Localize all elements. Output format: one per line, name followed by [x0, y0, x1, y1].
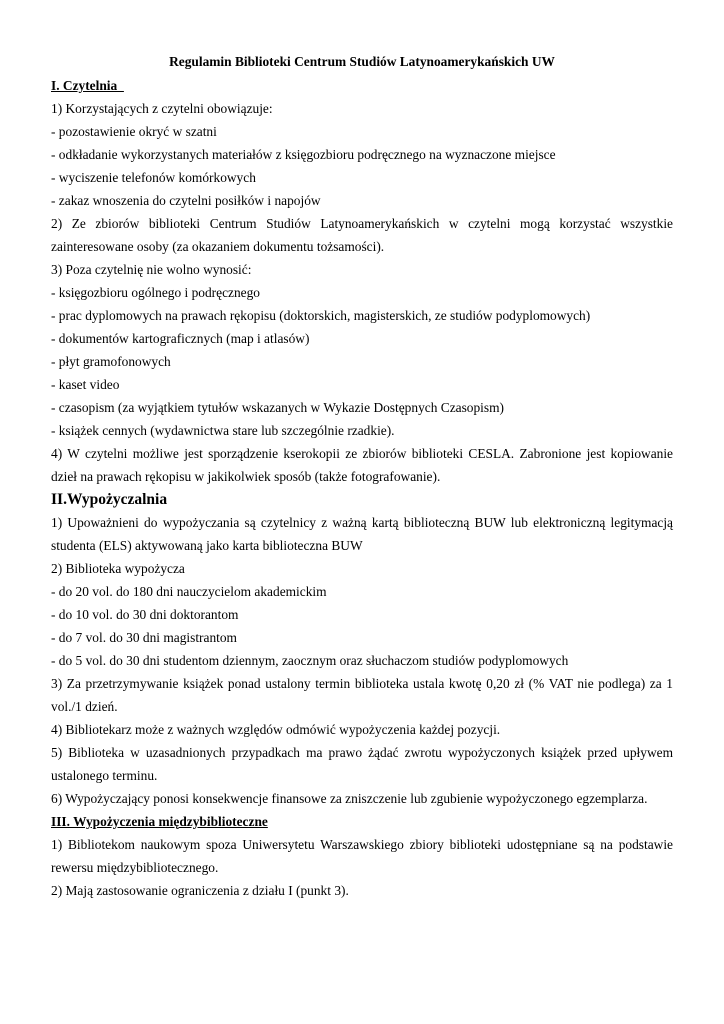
list-item: - płyt gramofonowych: [51, 354, 171, 369]
list-item: - odkładanie wykorzystanych materiałów z księgozbioru podręcznego na wyznaczone miejsce: [51, 147, 556, 162]
document-page: [51, 50, 673, 902]
list-item: - do 7 vol. do 30 dni magistrantom: [51, 630, 237, 645]
paragraph: 4) W czytelni możliwe jest sporządzenie kserokopii ze zbiorów biblioteki CESLA. Zabronione jest kopiowanie dzieł na prawach rękopisu w jakikolwiek sposób (także fotografowanie).: [51, 446, 673, 484]
section-heading-czytelnia: I. Czytelnia: [51, 78, 124, 93]
paragraph: 5) Biblioteka w uzasadnionych przypadkach ma prawo żądać zwrotu wypożyczonych książek przed upływem ustalonego terminu.: [51, 745, 673, 783]
paragraph: 2) Biblioteka wypożycza: [51, 561, 185, 576]
paragraph: 3) Za przetrzymywanie książek ponad ustalony termin biblioteka ustala kwotę 0,20 zł (% VAT nie podlega) za 1 vol./1 dzień.: [51, 676, 673, 714]
paragraph: 6) Wypożyczający ponosi konsekwencje finansowe za zniszczenie lub zgubienie wypożyczonego egzemplarza.: [51, 791, 648, 806]
list-item: - dokumentów kartograficznych (map i atlasów): [51, 331, 310, 346]
list-item: - książek cennych (wydawnictwa stare lub szczególnie rzadkie).: [51, 423, 395, 438]
list-item: - pozostawienie okryć w szatni: [51, 124, 217, 139]
list-item: - kaset video: [51, 377, 120, 392]
paragraph: 4) Bibliotekarz może z ważnych względów odmówić wypożyczenia każdej pozycji.: [51, 722, 501, 737]
list-item: - prac dyplomowych na prawach rękopisu (doktorskich, magisterskich, ze studiów podyplomowych): [51, 308, 591, 323]
paragraph: 1) Korzystających z czytelni obowiązuje:: [51, 101, 273, 116]
paragraph: 1) Upoważnieni do wypożyczania są czytelnicy z ważną kartą biblioteczną BUW lub elektroniczną legitymacją studenta (ELS) aktywowaną jako karta biblioteczna BUW: [51, 515, 673, 553]
paragraph: 2) Ze zbiorów biblioteki Centrum Studiów Latynoamerykańskich w czytelni mogą korzystać wszystkie zainteresowane osoby (za okazaniem dokumentu tożsamości).: [51, 216, 673, 254]
paragraph: 1) Bibliotekom naukowym spoza Uniwersytetu Warszawskiego zbiory biblioteki udostępniane są na podstawie rewersu międzybibliotecznego.: [51, 837, 673, 875]
paragraph: 3) Poza czytelnię nie wolno wynosić:: [51, 262, 252, 277]
list-item: - do 20 vol. do 180 dni nauczycielom akademickim: [51, 584, 327, 599]
list-item: - księgozbioru ogólnego i podręcznego: [51, 285, 260, 300]
paragraph: 2) Mają zastosowanie ograniczenia z działu I (punkt 3).: [51, 883, 349, 898]
section-heading-wypozyczalnia: II.Wypożyczalnia: [51, 491, 168, 508]
list-item: - do 5 vol. do 30 dni studentom dziennym, zaocznym oraz słuchaczom studiów podyplomowych: [51, 653, 569, 668]
section-heading-wypozyczenia-miedzybiblioteczne: III. Wypożyczenia międzybiblioteczne: [51, 814, 268, 829]
list-item: - czasopism (za wyjątkiem tytułów wskazanych w Wykazie Dostępnych Czasopism): [51, 400, 504, 415]
list-item: - wyciszenie telefonów komórkowych: [51, 170, 256, 185]
document-title: Regulamin Biblioteki Centrum Studiów Latynoamerykańskich UW: [169, 54, 555, 69]
list-item: - zakaz wnoszenia do czytelni posiłków i napojów: [51, 193, 321, 208]
list-item: - do 10 vol. do 30 dni doktorantom: [51, 607, 239, 622]
